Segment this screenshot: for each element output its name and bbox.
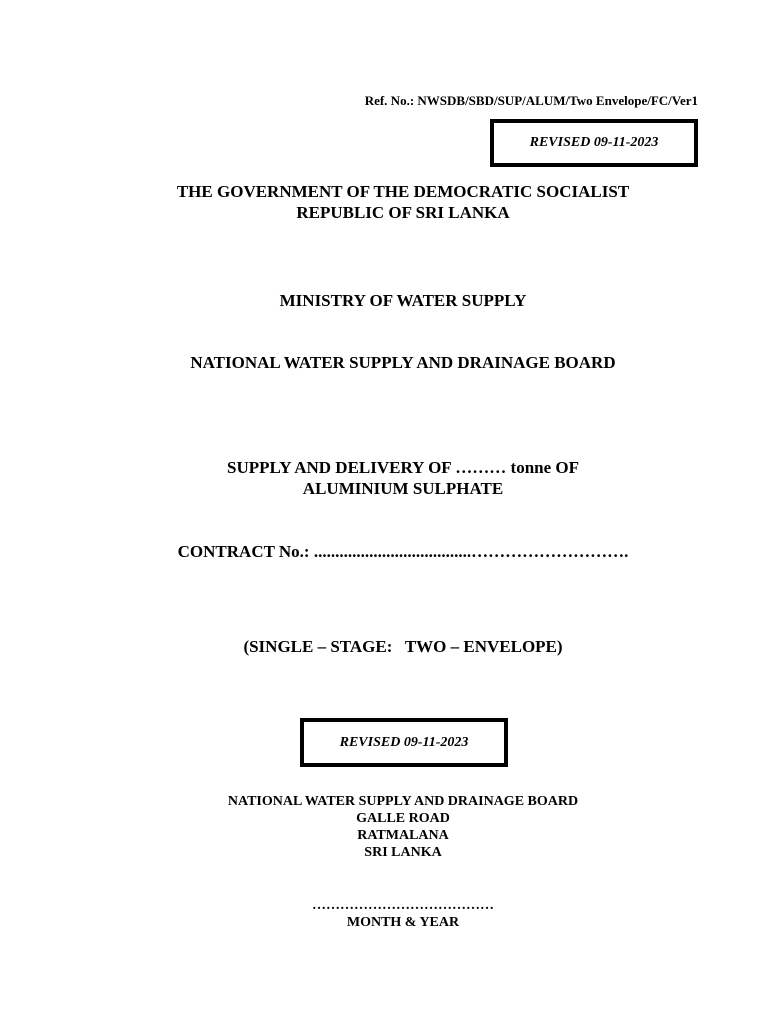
contract-number: CONTRACT No.: .....................................………………………. <box>177 542 629 561</box>
revised-stamp-top: REVISED 09-11-2023 <box>490 119 698 167</box>
revised-stamp-middle: REVISED 09-11-2023 <box>300 718 508 767</box>
ministry-name: MINISTRY OF WATER SUPPLY <box>279 291 527 310</box>
date-placeholder: ………………………………… <box>312 898 494 913</box>
address-line-1: NATIONAL WATER SUPPLY AND DRAINAGE BOARD <box>227 794 579 809</box>
government-title-line-1: THE GOVERNMENT OF THE DEMOCRATIC SOCIALIST <box>176 182 630 201</box>
month-year-label: MONTH & YEAR <box>346 915 460 930</box>
supply-title <box>0 457 770 499</box>
address-line-3: RATMALANA <box>357 828 449 843</box>
supply-title-line-1: SUPPLY AND DELIVERY OF ……… tonne OF <box>226 458 580 477</box>
board-name: NATIONAL WATER SUPPLY AND DRAINAGE BOARD <box>190 353 616 372</box>
government-title <box>0 181 770 223</box>
address-line-4: SRI LANKA <box>364 845 442 860</box>
reference-number: Ref. No.: NWSDB/SBD/SUP/ALUM/Two Envelope/FC/Ver1 <box>364 93 698 108</box>
board-address <box>0 793 770 861</box>
address-line-2: GALLE ROAD <box>356 811 450 826</box>
procurement-stage: (SINGLE – STAGE: TWO – ENVELOPE) <box>243 637 563 656</box>
government-title-line-2: REPUBLIC OF SRI LANKA <box>296 203 510 222</box>
supply-title-line-2: ALUMINIUM SULPHATE <box>302 479 504 498</box>
